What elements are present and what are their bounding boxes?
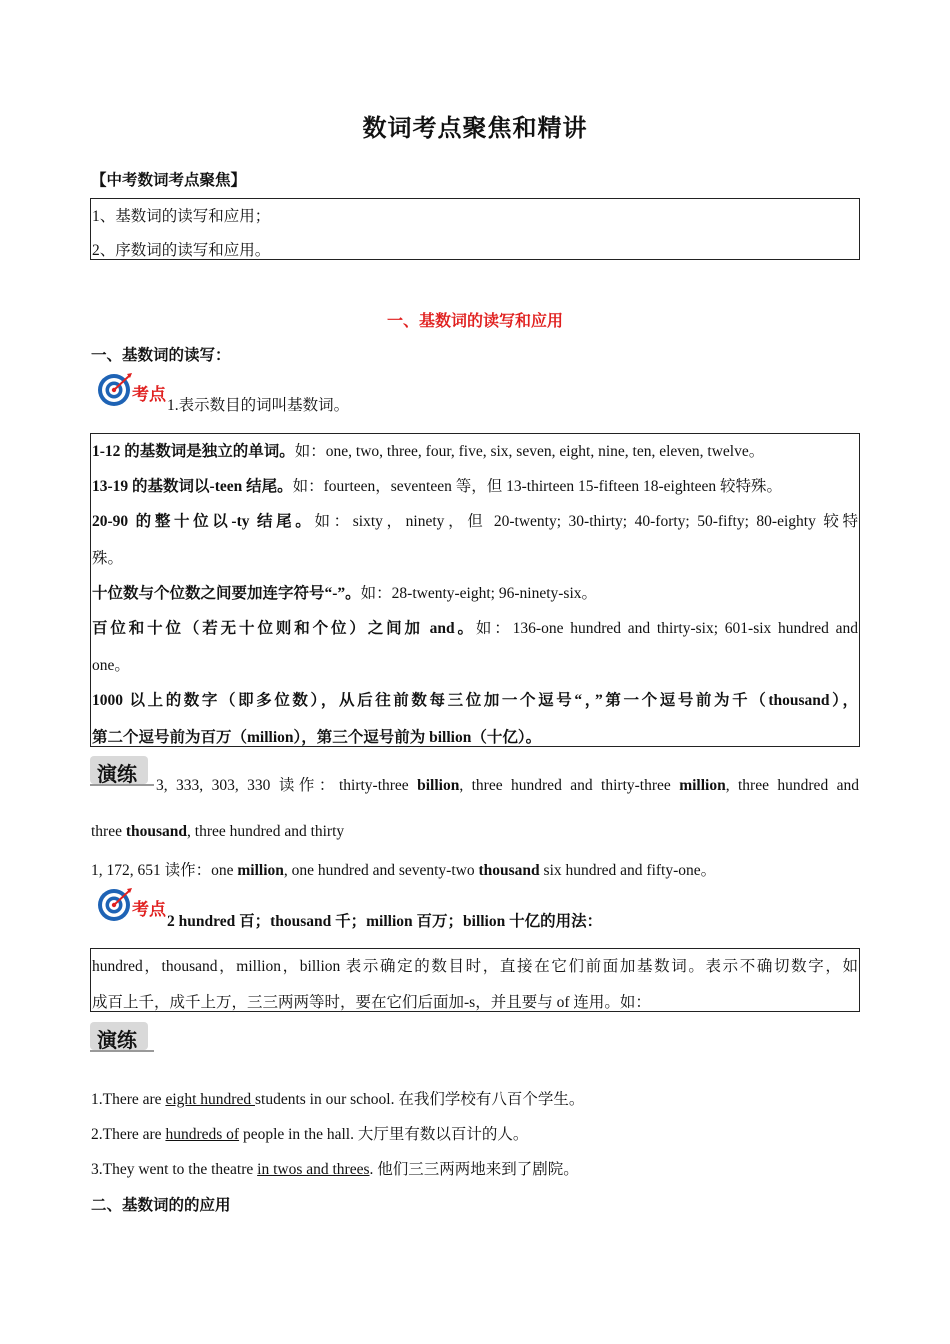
kaodian-badge (96, 887, 168, 923)
kaodian-label: 考点 (132, 385, 166, 404)
yanlian-badge (90, 756, 156, 788)
rule-5-continued: one。 (92, 657, 130, 674)
focus-item: 2、序数词的读写和应用。 (92, 242, 271, 259)
focus-heading: 【中考数词考点聚焦】 (91, 172, 247, 189)
yanlian-label: 演练 (97, 1028, 137, 1052)
kaodian-badge (96, 372, 168, 408)
point-1-text: 1.表示数目的词叫基数词。 (167, 397, 350, 414)
rule-6-continued: 第二个逗号前为百万（million），第三个逗号前为 billion（十亿）。 (92, 729, 542, 746)
rule-5: 百位和十位（若无十位则和个位）之间加 and。如：136-one hundred and thirty-six; 601-six hundred and (92, 620, 858, 637)
yanlian-badge (90, 1022, 156, 1054)
subsection-heading: 二、基数词的的应用 (91, 1197, 231, 1214)
example-1: 1.There are eight hundred students in our school. 在我们学校有八百个学生。 (91, 1091, 585, 1108)
kaodian-label: 考点 (132, 900, 166, 919)
page-title: 数词考点聚焦和精讲 (362, 116, 588, 142)
subsection-heading: 一、基数词的读写： (91, 347, 231, 364)
section-heading: 一、基数词的读写和应用 (386, 313, 563, 330)
rule-3-continued: 殊。 (92, 550, 124, 567)
rule-4: 十位数与个位数之间要加连字符号“-”。如：28-twenty-eight; 96-ninety-six。 (92, 585, 598, 602)
rule-3: 20-90 的整十位以-ty 结尾。如：sixty，ninety，但 20-twenty; 30-thirty; 40-forty; 50-fifty; 80-eighty 较特 (92, 513, 858, 530)
usage-box (90, 948, 860, 1012)
point-2-text: 2 hundred 百；thousand 千；million 百万；billion 十亿的用法： (167, 913, 603, 930)
rule-6: 1000 以上的数字（即多位数），从后往前数每三位加一个逗号“，”第一个逗号前为千（thousand）， (92, 692, 858, 709)
yanlian-label: 演练 (97, 762, 137, 786)
practice-1-line-b: 1, 172, 651 读作：one million, one hundred and seventy-two thousand six hundred and fifty-one。 (91, 862, 717, 879)
rule-1: 1-12 的基数词是独立的单词。如：one, two, three, four, five, six, seven, eight, nine, ten, eleven, twelve。 (92, 443, 765, 460)
example-3: 3.They went to the theatre in twos and threes. 他们三三两两地来到了剧院。 (91, 1161, 579, 1178)
practice-1-line-a: 3, 333, 303, 330 读作：thirty-three billion, three hundred and thirty-three million, three hundred and (156, 777, 859, 794)
practice-1-line-a2: three thousand, three hundred and thirty (91, 823, 345, 840)
focus-box (90, 198, 860, 260)
focus-item: 1、基数词的读写和应用； (92, 208, 271, 225)
example-2: 2.There are hundreds of people in the hall. 大厅里有数以百计的人。 (91, 1126, 529, 1143)
usage-line-2: 成百上千，成千上万，三三两两等时，要在它们后面加-s，并且要与 of 连用。如： (92, 994, 651, 1011)
usage-line-1: hundred，thousand，million，billion 表示确定的数目时，直接在它们前面加基数词。表示不确切数字，如 (92, 958, 858, 975)
rule-2: 13-19 的基数词以-teen 结尾。如：fourteen，seventeen 等，但 13-thirteen 15-fifteen 18-eighteen 较特殊。 (92, 478, 783, 495)
rules-box (90, 433, 860, 747)
